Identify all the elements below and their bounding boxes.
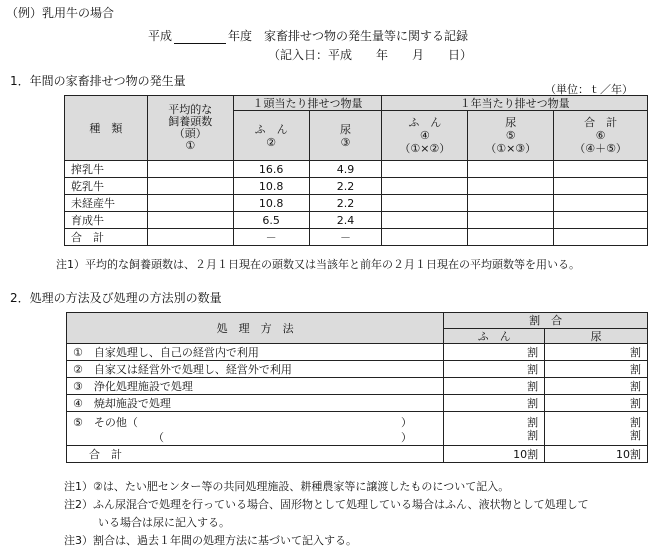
other-input-2[interactable] <box>159 431 399 444</box>
header-fun: ふ ん <box>444 329 545 344</box>
row-type: 合 計 <box>65 229 148 246</box>
table-row <box>65 178 648 195</box>
head-count-input[interactable] <box>147 195 233 212</box>
annual-total-input[interactable] <box>554 212 648 229</box>
fun-ratio-input[interactable]: 割 <box>444 395 545 412</box>
total-row <box>67 446 648 463</box>
row-type: 乾乳牛 <box>65 178 148 195</box>
method-other <box>67 412 444 446</box>
annual-fun-input[interactable] <box>382 229 468 246</box>
fun-ratio-input[interactable]: 割 割 <box>444 412 545 446</box>
header-per-head: １頭当たり排せつ物量 <box>233 96 382 111</box>
record-title <box>148 27 468 44</box>
nyo-total: 10割 <box>545 446 648 463</box>
nyo-ratio-input[interactable]: 割 <box>545 378 648 395</box>
table-row <box>67 395 648 412</box>
header-type: 種 類 <box>65 96 148 161</box>
nyo-ratio-input[interactable]: 割 <box>545 344 648 361</box>
other-close-paren-2: ） <box>401 430 412 444</box>
year-blank-line <box>174 32 226 44</box>
table-row <box>67 378 648 395</box>
header-avg-head: 平均的な 飼養頭数 （頭） ① <box>147 96 233 161</box>
title-rest: 年度 家畜排せつ物の発生量等に関する記録 <box>228 29 469 43</box>
annual-nyo-input[interactable] <box>468 161 554 178</box>
row-nyo: 4.9 <box>309 161 382 178</box>
annual-fun-input[interactable] <box>382 195 468 212</box>
section2-note-1: 注1）②は、たい肥センター等の共同処理施設、耕種農家等に譲渡したものについて記入。 <box>64 480 510 493</box>
annual-fun-input[interactable] <box>382 178 468 195</box>
fun-ratio-input[interactable]: 割 <box>444 378 545 395</box>
other-row <box>67 412 648 446</box>
header-annual: １年当たり排せつ物量 <box>382 96 648 111</box>
head-count-input[interactable] <box>147 229 233 246</box>
row-fun: 6.5 <box>233 212 309 229</box>
annual-fun-input[interactable] <box>382 161 468 178</box>
annual-total-input[interactable] <box>554 161 648 178</box>
total-label: 合 計 <box>67 446 444 463</box>
section2-note-2: 注2）ふん尿混合で処理を行っている場合、固形物として処理している場合はふん、液状物として処理して <box>64 498 589 511</box>
annual-total-input[interactable] <box>554 178 648 195</box>
method-table <box>66 312 648 463</box>
section1-title: 1．年間の家畜排せつ物の発生量 <box>10 74 186 88</box>
section2-title: 2．処理の方法及び処理の方法別の数量 <box>10 291 222 305</box>
head-count-input[interactable] <box>147 212 233 229</box>
other-label: ⑤ その他（ <box>73 415 138 429</box>
row-fun: 10.8 <box>233 178 309 195</box>
example-heading: （例）乳用牛の場合 <box>6 6 115 20</box>
title-era: 平成 <box>148 29 173 43</box>
annual-nyo-input[interactable] <box>468 195 554 212</box>
row-fun: 10.8 <box>233 195 309 212</box>
annual-total-input[interactable] <box>554 195 648 212</box>
other-input-1[interactable] <box>159 416 399 429</box>
fun-ratio-input[interactable]: 割 <box>444 344 545 361</box>
annual-total-input[interactable] <box>554 229 648 246</box>
row-nyo: － <box>309 229 382 246</box>
table-row <box>67 361 648 378</box>
header-method: 処 理 方 法 <box>67 313 444 344</box>
row-fun: － <box>233 229 309 246</box>
header-annual-fun: ふ ん ④ （①×②） <box>382 111 468 161</box>
method-label: ④ 焼却施設で処理 <box>67 395 444 412</box>
header-fun: ふ ん ② <box>233 111 309 161</box>
entry-date: （記入日：平成 年 月 日） <box>268 48 473 62</box>
annual-fun-input[interactable] <box>382 212 468 229</box>
fun-total: 10割 <box>444 446 545 463</box>
table-row <box>67 344 648 361</box>
table-row <box>65 195 648 212</box>
unit-label: （単位：ｔ／年） <box>545 83 633 96</box>
row-fun: 16.6 <box>233 161 309 178</box>
row-type: 育成牛 <box>65 212 148 229</box>
header-annual-total: 合 計 ⑥ （④＋⑤） <box>554 111 648 161</box>
nyo-ratio-input[interactable]: 割 割 <box>545 412 648 446</box>
fun-ratio-input[interactable]: 割 <box>444 361 545 378</box>
annual-nyo-input[interactable] <box>468 212 554 229</box>
row-type: 搾乳牛 <box>65 161 148 178</box>
method-label: ② 自家又は経営外で処理し、経営外で利用 <box>67 361 444 378</box>
section1-note: 注1）平均的な飼養頭数は、２月１日現在の頭数又は当該年と前年の２月１日現在の平均頭数等を用いる。 <box>56 258 580 271</box>
generation-table <box>64 95 648 246</box>
nyo-ratio-input[interactable]: 割 <box>545 361 648 378</box>
total-row <box>65 229 648 246</box>
method-label: ① 自家処理し、自己の経営内で利用 <box>67 344 444 361</box>
table-row <box>65 161 648 178</box>
header-ratio: 割 合 <box>444 313 648 329</box>
other-close-paren: ） <box>401 415 412 429</box>
header-nyo: 尿 <box>545 329 648 344</box>
annual-nyo-input[interactable] <box>468 178 554 195</box>
table-row <box>65 212 648 229</box>
section2-note-2-cont: いる場合は尿に記入する。 <box>98 516 230 529</box>
row-nyo: 2.2 <box>309 195 382 212</box>
section2-note-3: 注3）割合は、過去１年間の処理方法に基づいて記入する。 <box>64 534 357 547</box>
other-open-paren-2: （ <box>153 430 164 444</box>
row-type: 未経産牛 <box>65 195 148 212</box>
method-label: ③ 浄化処理施設で処理 <box>67 378 444 395</box>
head-count-input[interactable] <box>147 161 233 178</box>
header-nyo: 尿 ③ <box>309 111 382 161</box>
nyo-ratio-input[interactable]: 割 <box>545 395 648 412</box>
row-nyo: 2.2 <box>309 178 382 195</box>
annual-nyo-input[interactable] <box>468 229 554 246</box>
header-annual-nyo: 尿 ⑤ （①×③） <box>468 111 554 161</box>
head-count-input[interactable] <box>147 178 233 195</box>
row-nyo: 2.4 <box>309 212 382 229</box>
